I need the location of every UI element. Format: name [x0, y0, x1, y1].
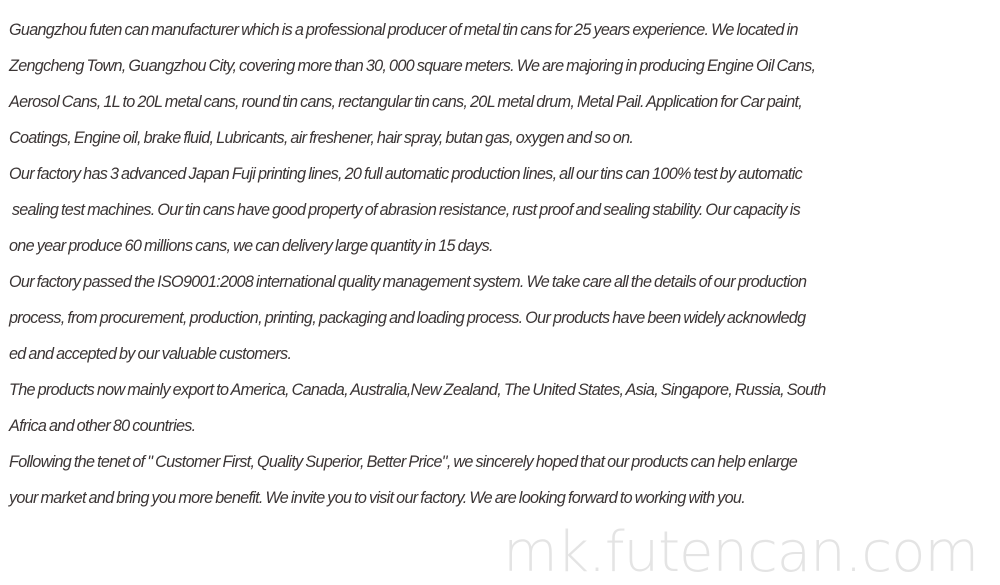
text-line: process, from procurement, production, printing, packaging and loading process. Our products have been widely acknowledg — [9, 309, 806, 327]
text-line: Coatings, Engine oil, brake fluid, Lubricants, air freshener, hair spray, butan gas, oxygen and so on. — [9, 129, 634, 147]
text-line: Our factory has 3 advanced Japan Fuji printing lines, 20 full automatic production lines, all our tins can 100% test by automatic — [9, 165, 802, 183]
text-line: ed and accepted by our valuable customers. — [9, 345, 292, 363]
text-line: Guangzhou futen can manufacturer which is a professional producer of metal tin cans for 25 years experience. We located in — [9, 21, 798, 39]
text-line: Zengcheng Town, Guangzhou City, covering more than 30, 000 square meters. We are majoring in producing Engine Oil Cans, — [9, 57, 816, 75]
text-line: one year produce 60 millions cans, we can delivery large quantity in 15 days. — [9, 237, 493, 255]
text-line: The products now mainly export to America, Canada, Australia,New Zealand, The United States, Asia, Singapore, Russia, South — [9, 381, 826, 399]
text-line: Following the tenet of " Customer First, Quality Superior, Better Price", we sincerely hoped that our products can help enlarge — [9, 453, 798, 471]
text-line: Africa and other 80 countries. — [9, 417, 196, 435]
text-line: sealing test machines. Our tin cans have good property of abrasion resistance, rust proof and sealing stability. Our capacity is — [9, 201, 800, 219]
watermark: mk.futencan.com — [503, 520, 978, 585]
text-line: your market and bring you more benefit. We invite you to visit our factory. We are looking forward to working with you. — [9, 489, 746, 507]
text-line: Aerosol Cans, 1L to 20L metal cans, round tin cans, rectangular tin cans, 20L metal drum, Metal Pail. Application for Car paint, — [9, 93, 803, 111]
text-line: Our factory passed the ISO9001:2008 international quality management system. We take care all the details of our production — [9, 273, 807, 291]
